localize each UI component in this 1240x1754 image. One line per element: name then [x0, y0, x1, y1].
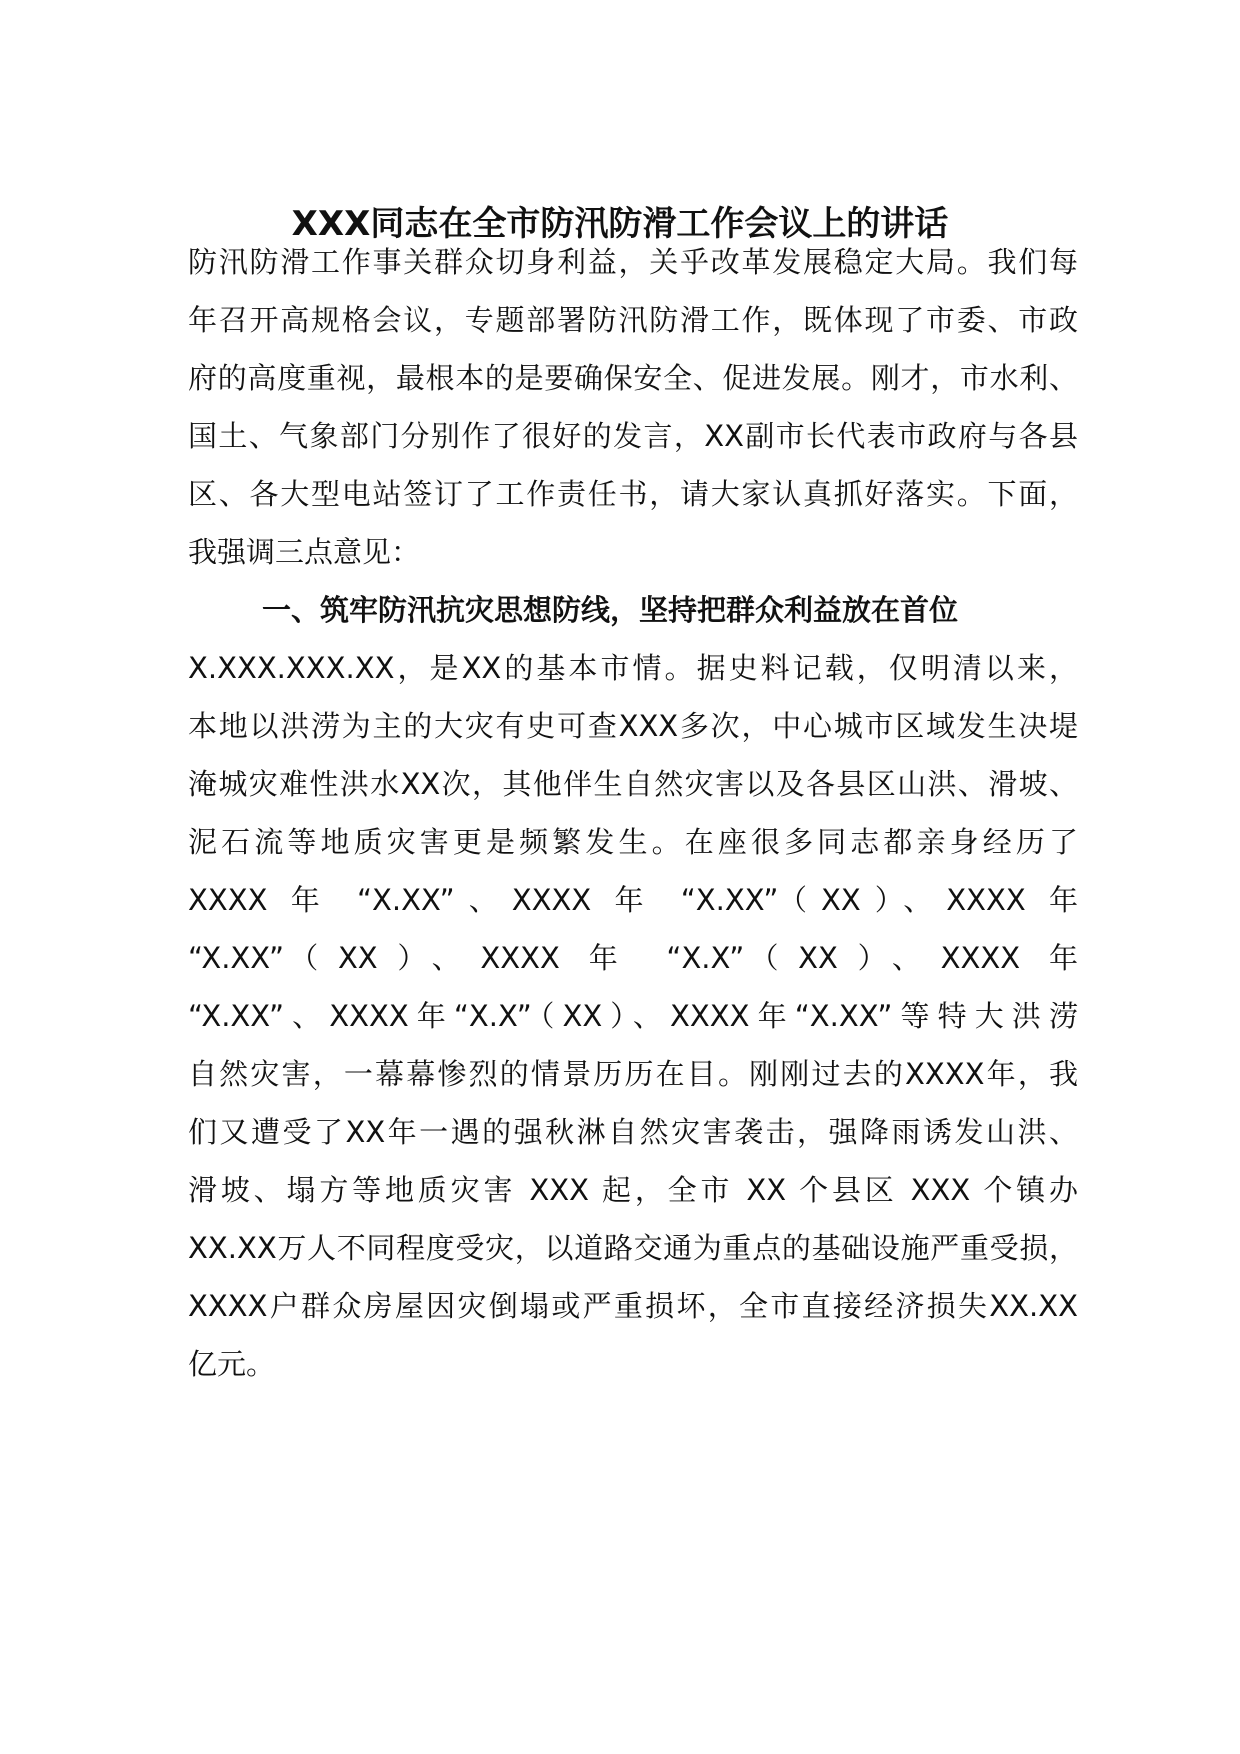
intro-line-2: 年召开高规格会议，专题部署防汛防滑工作，既体现了市委、市政 [188, 303, 1078, 337]
section-line-11: XX.XX万人不同程度受灾，以道路交通为重点的基础设施严重受损， [188, 1231, 1078, 1265]
section-line-1: X.XXX.XXX.XX，是XX的基本市情。据史料记载，仅明清以来， [188, 651, 1078, 685]
section-line-4: 泥石流等地质灾害更是频繁发生。在座很多同志都亲身经历了 [188, 825, 1078, 859]
intro-line-1: 防汛防滑工作事关群众切身利益，关乎改革发展稳定大局。我们每 [188, 245, 1078, 279]
section-line-5: XXXX 年 “X.XX”、XXXX 年 “X.XX”（XX）、XXXX 年 [188, 883, 1078, 917]
section-line-8: 自然灾害，一幕幕惨烈的情景历历在目。刚刚过去的XXXX年，我 [188, 1057, 1078, 1091]
section-line-9: 们又遭受了XX年一遇的强秋淋自然灾害袭击，强降雨诱发山洪、 [188, 1115, 1078, 1149]
section-line-6: “X.XX”（XX）、XXXX 年 “X.X”（XX）、XXXX 年 [188, 941, 1078, 975]
section-line-2: 本地以洪涝为主的大灾有史可查XXX多次，中心城市区域发生决堤 [188, 709, 1078, 743]
intro-line-4: 国土、气象部门分别作了很好的发言，XX副市长代表市政府与各县 [188, 419, 1078, 453]
intro-line-6: 我强调三点意见： [188, 535, 421, 569]
document-title: XXX同志在全市防汛防滑工作会议上的讲话 [291, 204, 949, 244]
section-line-7: “X.XX”、XXXX年“X.X”（XX）、XXXX年“X.XX”等特大洪涝 [188, 999, 1078, 1033]
section-line-13: 亿元。 [188, 1347, 276, 1381]
intro-line-5: 区、各大型电站签订了工作责任书，请大家认真抓好落实。下面， [188, 477, 1078, 511]
section-line-10: 滑坡、塌方等地质灾害 XXX 起，全市 XX 个县区 XXX 个镇办 [188, 1173, 1078, 1207]
section-line-3: 淹城灾难性洪水XX次，其他伴生自然灾害以及各县区山洪、滑坡、 [188, 767, 1078, 801]
section-heading: 一、筑牢防汛抗灾思想防线，坚持把群众利益放在首位 [262, 593, 959, 627]
intro-line-3: 府的高度重视，最根本的是要确保安全、促进发展。刚才，市水利、 [188, 361, 1078, 395]
section-line-12: XXXX户群众房屋因灾倒塌或严重损坏，全市直接经济损失XX.XX [188, 1289, 1078, 1323]
